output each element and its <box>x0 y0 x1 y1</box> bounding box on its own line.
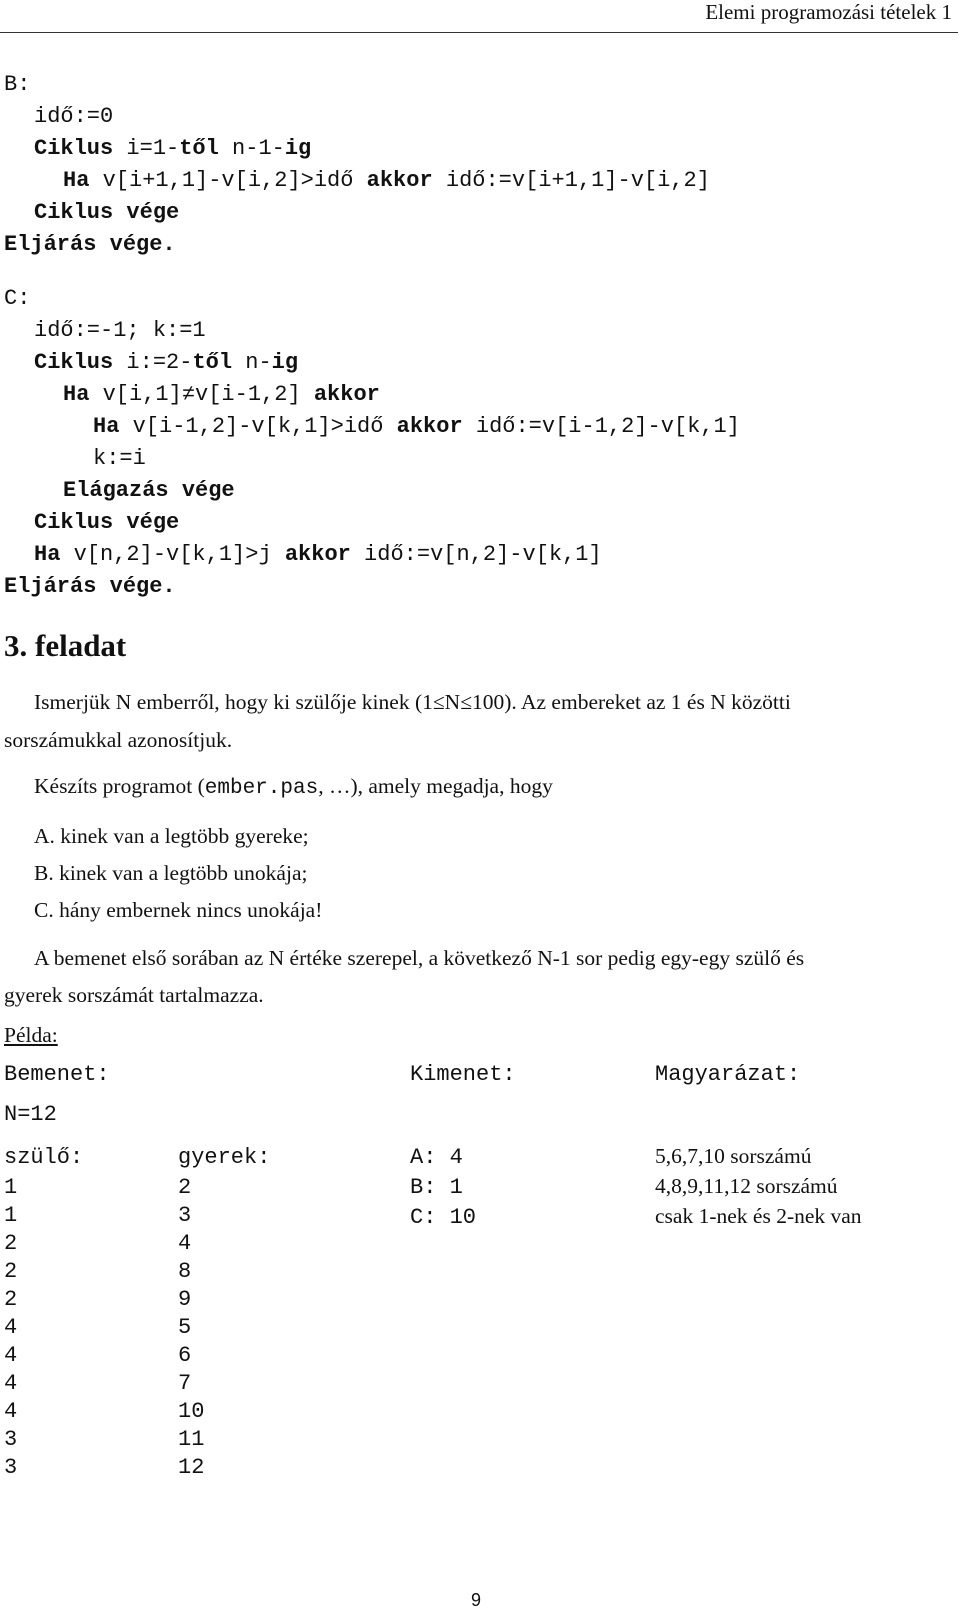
code-line: Ciklus vége <box>34 510 180 535</box>
code-line: Ha v[i,1]≠v[i-1,2] akkor <box>63 382 380 407</box>
output-line: C: 10 <box>410 1205 477 1230</box>
code-line: k:=i <box>93 446 146 471</box>
parent-value: 2 <box>4 1231 18 1256</box>
child-value: 7 <box>178 1371 192 1396</box>
paragraph-line: Készíts programot (ember.pas, …), amely megadja, hogy <box>34 774 553 800</box>
code-line: Ciklus i=1-től n-1-ig <box>34 136 312 161</box>
code-line: Elágazás vége <box>63 478 235 503</box>
parent-value: 4 <box>4 1343 18 1368</box>
page-number: 9 <box>471 1590 482 1610</box>
code-line: idő:=0 <box>34 104 114 129</box>
column-header-output: Kimenet: <box>410 1062 516 1087</box>
child-value: 11 <box>178 1427 205 1452</box>
child-value: 4 <box>178 1231 192 1256</box>
code-line: Eljárás vége. <box>4 232 176 257</box>
list-item: C. hány embernek nincs unokája! <box>34 898 323 922</box>
list-item: B. kinek van a legtöbb unokája; <box>34 861 308 885</box>
child-value: 10 <box>178 1399 205 1424</box>
running-header: Elemi programozási tételek 1 <box>705 0 952 24</box>
paragraph-line: gyerek sorszámát tartalmazza. <box>4 983 264 1007</box>
column-header-explanation: Magyarázat: <box>655 1062 801 1087</box>
code-line: Ciklus i:=2-től n-ig <box>34 350 299 375</box>
output-line: A: 4 <box>410 1145 463 1170</box>
parent-value: 2 <box>4 1287 18 1312</box>
code-line: idő:=-1; k:=1 <box>34 318 206 343</box>
child-value: 3 <box>178 1203 192 1228</box>
parent-value: 4 <box>4 1399 18 1424</box>
child-value: 6 <box>178 1343 192 1368</box>
child-value: 8 <box>178 1259 192 1284</box>
code-line: Eljárás vége. <box>4 574 176 599</box>
parent-value: 1 <box>4 1175 18 1200</box>
paragraph-line: sorszámukkal azonosítjuk. <box>4 728 233 752</box>
explanation-line: 5,6,7,10 sorszámú <box>655 1144 812 1168</box>
code-line: Ciklus vége <box>34 200 180 225</box>
section-heading: 3. feladat <box>4 628 127 663</box>
code-line: Ha v[i+1,1]-v[i,2]>idő akkor idő:=v[i+1,1]-v[i,2] <box>63 168 710 193</box>
code-line: Ha v[n,2]-v[k,1]>j akkor idő:=v[n,2]-v[k,1] <box>34 542 602 567</box>
parent-value: 3 <box>4 1455 18 1480</box>
example-label: Példa: <box>4 1023 58 1047</box>
input-n-line: N=12 <box>4 1102 57 1127</box>
parent-value: 4 <box>4 1371 18 1396</box>
parent-value: 2 <box>4 1259 18 1284</box>
child-value: 2 <box>178 1175 192 1200</box>
code-line: Ha v[i-1,2]-v[k,1]>idő akkor idő:=v[i-1,2]-v[k,1] <box>93 414 740 439</box>
output-line: B: 1 <box>410 1175 463 1200</box>
explanation-line: 4,8,9,11,12 sorszámú <box>655 1174 838 1198</box>
child-header: gyerek: <box>178 1145 271 1170</box>
parent-header: szülő: <box>4 1145 84 1170</box>
code-label-b: B: <box>4 72 31 97</box>
parent-value: 4 <box>4 1315 18 1340</box>
child-value: 12 <box>178 1455 205 1480</box>
explanation-line: csak 1-nek és 2-nek van <box>655 1204 862 1228</box>
parent-value: 3 <box>4 1427 18 1452</box>
list-item: A. kinek van a legtöbb gyereke; <box>34 824 309 848</box>
child-value: 9 <box>178 1287 192 1312</box>
child-value: 5 <box>178 1315 192 1340</box>
code-label-c: C: <box>4 286 31 311</box>
paragraph-line: Ismerjük N emberről, hogy ki szülője kinek (1≤N≤100). Az embereket az 1 és N közötti <box>34 690 791 714</box>
parent-value: 1 <box>4 1203 18 1228</box>
paragraph-line: A bemenet első sorában az N értéke szerepel, a következő N-1 sor pedig egy-egy szülő és <box>34 946 805 970</box>
header-rule <box>0 32 958 33</box>
column-header-input: Bemenet: <box>4 1062 110 1087</box>
